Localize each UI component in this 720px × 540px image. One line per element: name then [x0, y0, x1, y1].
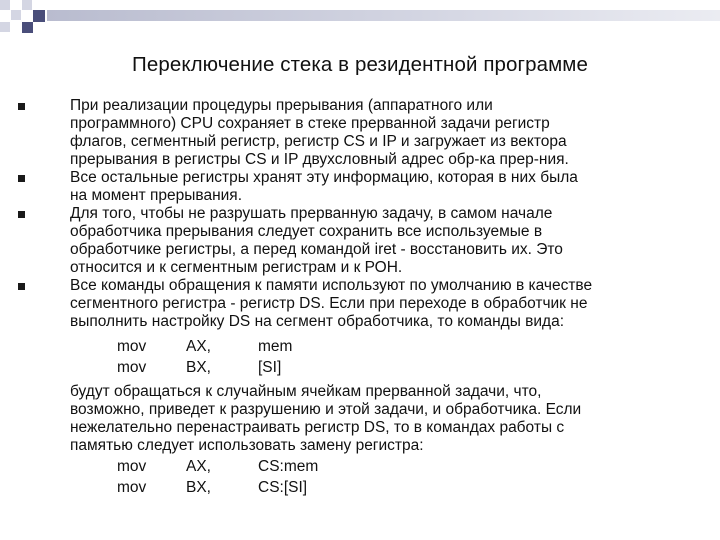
header-strip [47, 10, 720, 21]
bullet-1-line: При реализации процедуры прерывания (аппаратного или [70, 97, 493, 114]
header-decoration [0, 0, 720, 40]
bullet-1-line: прерывания в регистры CS и IP двухсловный адрес обр-ка прер-ния. [70, 151, 569, 168]
bullet-3-line: Для того, чтобы не разрушать прерванную задачу, в самом начале [70, 205, 553, 222]
code-operand: mem [258, 338, 293, 355]
bullet-marker [18, 283, 25, 290]
bullet-3-line: обработчика прерывания следует сохранить все используемые в [70, 223, 543, 240]
code-instruction: mov [117, 458, 147, 475]
bullet-4-continuation-line: памятью следует использовать замену регистра: [70, 437, 424, 454]
slide-title: Переключение стека в резидентной программе [131, 53, 588, 76]
code-operand: CS:mem [258, 458, 319, 475]
bullet-4-line: Все команды обращения к памяти используют по умолчанию в качестве [70, 277, 593, 294]
code-operand: AX, [186, 338, 211, 355]
code-instruction: mov [117, 338, 147, 355]
bullet-1-line: программного) CPU сохраняет в стеке прерванной задачи регистр [70, 115, 550, 132]
bullet-2-line: на момент прерывания. [70, 187, 242, 204]
bullet-3-line: относится и к сегментным регистрам и к РОН. [70, 259, 403, 276]
code-instruction: mov [117, 359, 147, 376]
decor-square [0, 0, 10, 10]
decor-square [22, 0, 32, 10]
code-operand: BX, [186, 479, 211, 496]
code-operand: AX, [186, 458, 211, 475]
decor-square [0, 22, 10, 32]
code-operand: CS:[SI] [258, 479, 308, 496]
bullet-2-line: Все остальные регистры хранят эту информацию, которая в них была [70, 169, 578, 186]
code-operand: [SI] [258, 359, 282, 376]
decor-square [11, 10, 21, 20]
decor-square [33, 10, 45, 22]
decor-square [22, 22, 33, 33]
bullet-4-continuation-line: возможно, приведет к разрушению и этой задачи, и обработчика. Если [70, 401, 582, 418]
bullet-4-line: выполнить настройку DS на сегмент обработчика, то команды вида: [70, 313, 565, 330]
bullet-3-line: обработчике регистры, а перед командой iret - восстановить их. Это [70, 241, 563, 258]
bullet-marker [18, 175, 25, 182]
code-operand: BX, [186, 359, 211, 376]
code-instruction: mov [117, 479, 147, 496]
bullet-4-continuation-line: нежелательно перенастраивать регистр DS, то в командах работы с [70, 419, 565, 436]
bullet-marker [18, 211, 25, 218]
bullet-1-line: флагов, сегментный регистр, регистр CS и IP и загружает из вектора [70, 133, 567, 150]
bullet-4-line: сегментного регистра - регистр DS. Если при переходе в обработчик не [70, 295, 588, 312]
bullet-marker [18, 103, 25, 110]
bullet-4-continuation-line: будут обращаться к случайным ячейкам прерванной задачи, что, [70, 383, 542, 400]
